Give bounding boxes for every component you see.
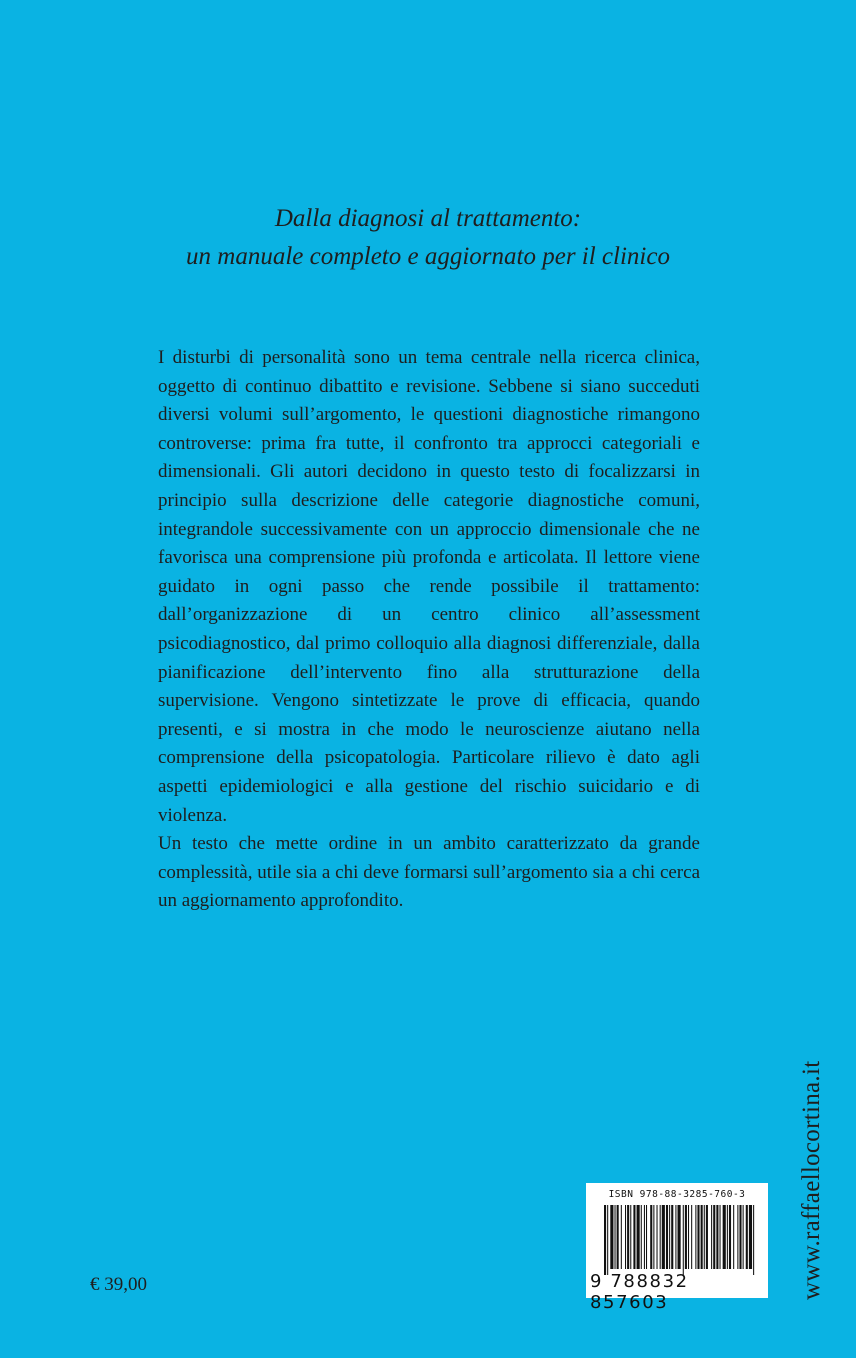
barcode-icon [604,1205,756,1275]
blurb-paragraph-2: Un testo che mette ordine in un ambito caratterizzato da grande complessità, utile sia a chi deve formarsi sull’argomento sia a chi cerca un aggiornamento approfondito. [158,833,700,912]
tagline [0,200,856,276]
publisher-website: www.raffaellocortina.it [798,1060,825,1300]
tagline-line-1: Dalla diagnosi al trattamento: [274,205,582,232]
blurb-paragraph-1: I disturbi di personalità sono un tema centrale nella ricerca clinica, oggetto di continuo dibattito e revisione. Sebbene si siano succeduti diversi volumi sull’argomento, le questioni diagnostiche rimangono controverse: prima fra tutte, il confronto tra approcci categoriali e dimensionali. Gli autori decidono in questo testo di focalizzarsi in principio sulla descrizione delle categorie diagnostiche comuni, integrandole successivamente con un approccio dimensionale che ne favorisca una comprensione più profonda e articolata. Il lettore viene guidato in ogni passo che rende possibile il trattamento: dall’organizzazione di un centro clinico all’assessment psicodiagnostico, dal primo colloquio alla diagnosi differenziale, dalla pianificazione dell’intervento fino alla strutturazione della supervisione. Vengono sintetizzate le prove di efficacia, quando presenti, e si mostra in che modo le neuroscienze aiutano nella comprensione della psicopatologia. Particolare rilievo è dato agli aspetti epidemiologici e alla gestione del rischio suicidario e di violenza. [158,347,700,826]
back-cover-blurb [158,344,700,916]
tagline-line-2: un manuale completo e aggiornato per il clinico [186,243,670,270]
isbn-label: ISBN 978-88-3285-760-3 [608,1189,746,1200]
price-label: € 39,00 [90,1274,147,1295]
isbn-barcode [586,1183,768,1313]
ean-digits: 9 788832 857603 [590,1271,689,1313]
